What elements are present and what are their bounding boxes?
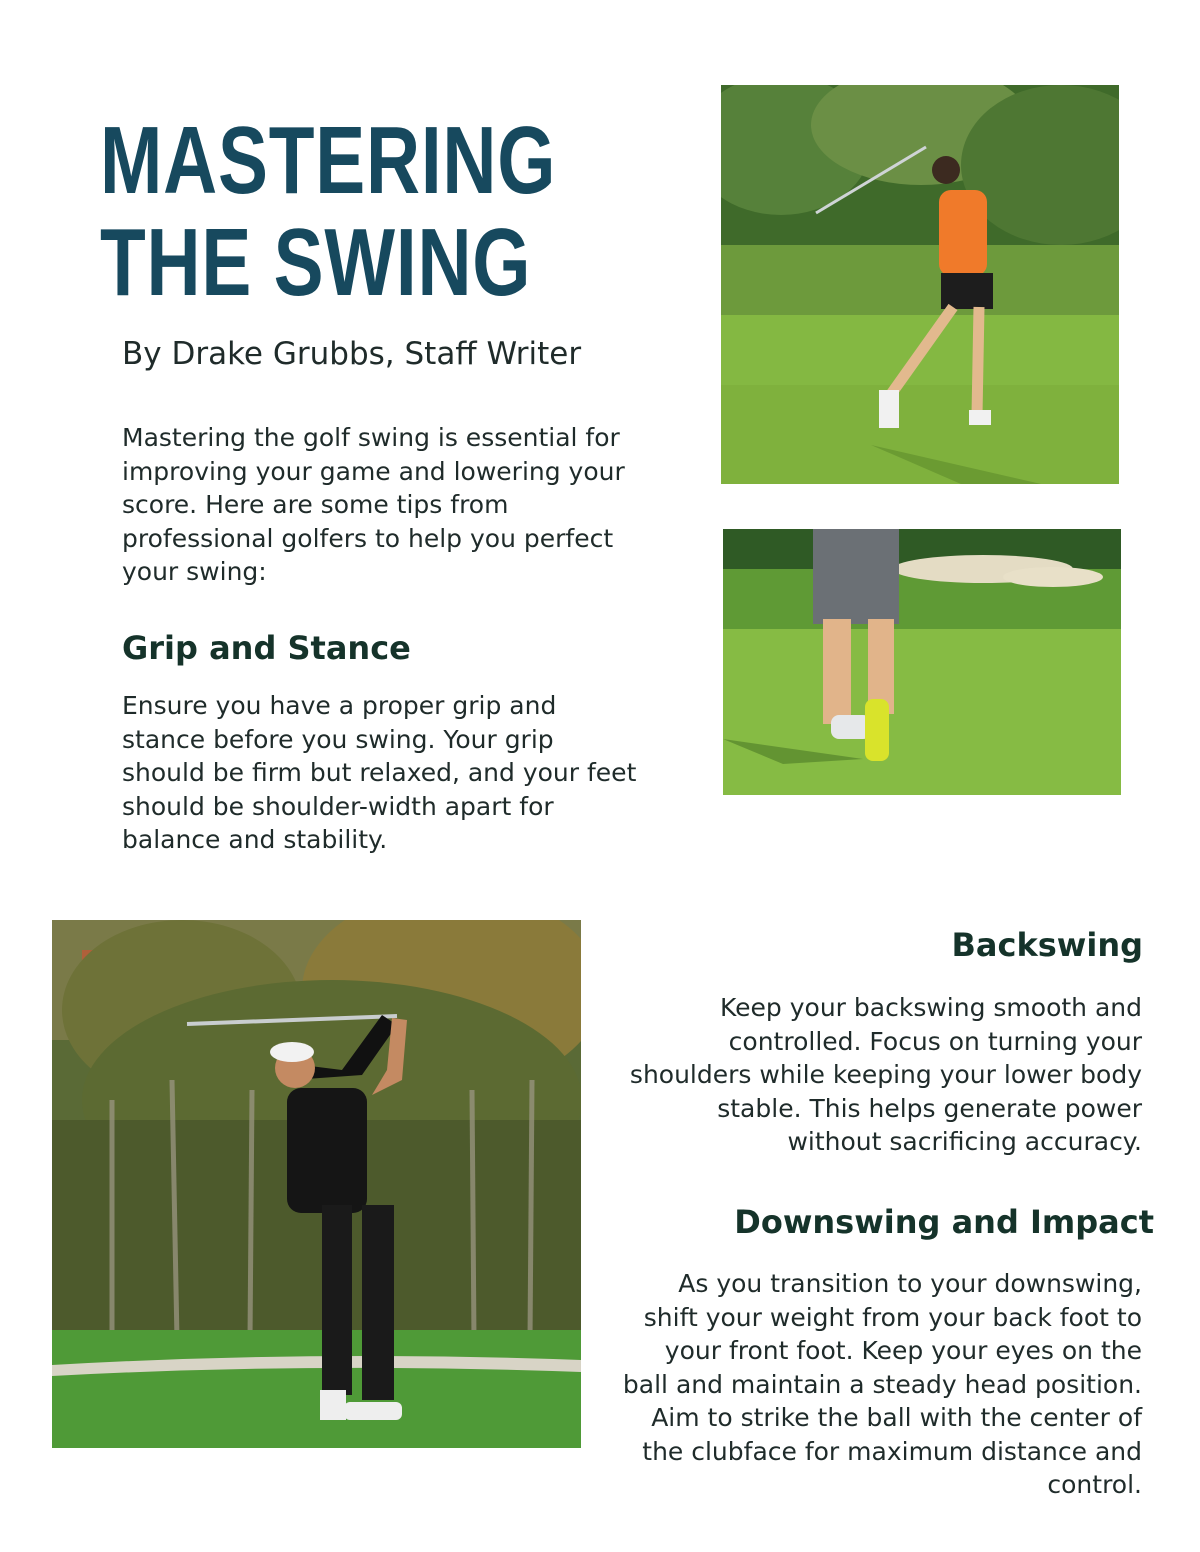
intro-paragraph: Mastering the golf swing is essential for improving your game and lowering your score. Here are some tips from professional golfers to help you perfect your swing: [122,423,625,586]
golfer-man-photo [52,920,581,1448]
grip-stance-paragraph: Ensure you have a proper grip and stance before you swing. Your grip should be firm but relaxed, and your feet should be shoulder-width apart for balance and stability. [122,691,637,854]
downswing-heading: Downswing and Impact [734,1203,1154,1241]
golfer-woman-photo [721,85,1119,484]
title-line-1: MASTERING [100,107,557,214]
downswing-paragraph: As you transition to your downswing, shift your weight from your back foot to your front foot. Keep your eyes on the ball and maintain a steady head position. Aim to strike the ball with the center of the clubface for maximum distance and control. [622,1269,1142,1499]
backswing-paragraph: Keep your backswing smooth and controlled. Focus on turning your shoulders while keeping your lower body stable. This helps generate power without sacrificing accuracy. [629,993,1142,1156]
backswing-heading: Backswing [951,926,1143,964]
golfer-legs-photo [723,529,1121,795]
title-line-2: THE SWING [100,209,532,316]
byline: By Drake Grubbs, Staff Writer [122,336,582,372]
grip-stance-heading: Grip and Stance [122,629,411,667]
article-title [100,107,557,316]
